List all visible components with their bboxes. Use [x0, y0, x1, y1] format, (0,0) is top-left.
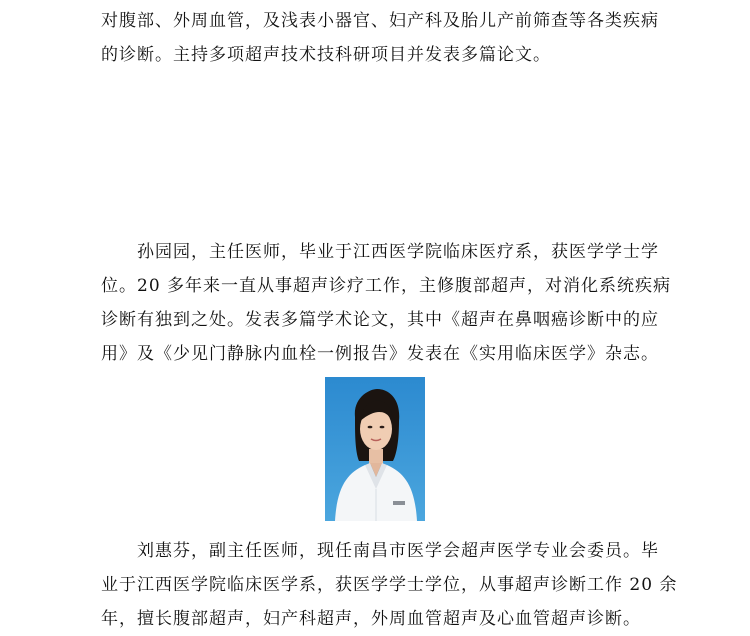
text-line: 对腹部、外周血管，及浅表小器官、妇产科及胎儿产前筛查等各类疾病	[101, 11, 659, 31]
neck	[369, 449, 383, 465]
eye-left	[368, 426, 373, 429]
doctor-portrait-photo	[325, 377, 425, 521]
text-line: 诊断有独到之处。发表多篇学术论文，其中《超声在鼻咽癌诊断中的应	[101, 310, 659, 330]
text-line: 年，擅长腹部超声，妇产科超声，外周血管超声及心血管超声诊断。	[101, 609, 641, 629]
text-line: 位。20 多年来一直从事超声诊疗工作，主修腹部超声，对消化系统疾病	[101, 276, 672, 296]
text-line: 业于江西医学院临床医学系，获医学学士学位，从事超声诊断工作 20 余	[101, 575, 678, 595]
eye-right	[380, 426, 385, 429]
name-badge	[393, 501, 405, 505]
text-line: 孙园园，主任医师，毕业于江西医学院临床医疗系，获医学学士学	[101, 242, 659, 262]
paragraph-intro-continued	[101, 4, 661, 72]
portrait-illustration	[325, 377, 425, 521]
paragraph-sun-yuanyuan	[101, 235, 672, 371]
text-line: 的诊断。主持多项超声技术技科研项目并发表多篇论文。	[101, 45, 551, 65]
paragraph-liu-huifen	[101, 534, 678, 636]
text-line: 刘惠芬，副主任医师，现任南昌市医学会超声医学专业会委员。毕	[101, 541, 659, 561]
text-line: 用》及《少见门静脉内血栓一例报告》发表在《实用临床医学》杂志。	[101, 344, 659, 364]
